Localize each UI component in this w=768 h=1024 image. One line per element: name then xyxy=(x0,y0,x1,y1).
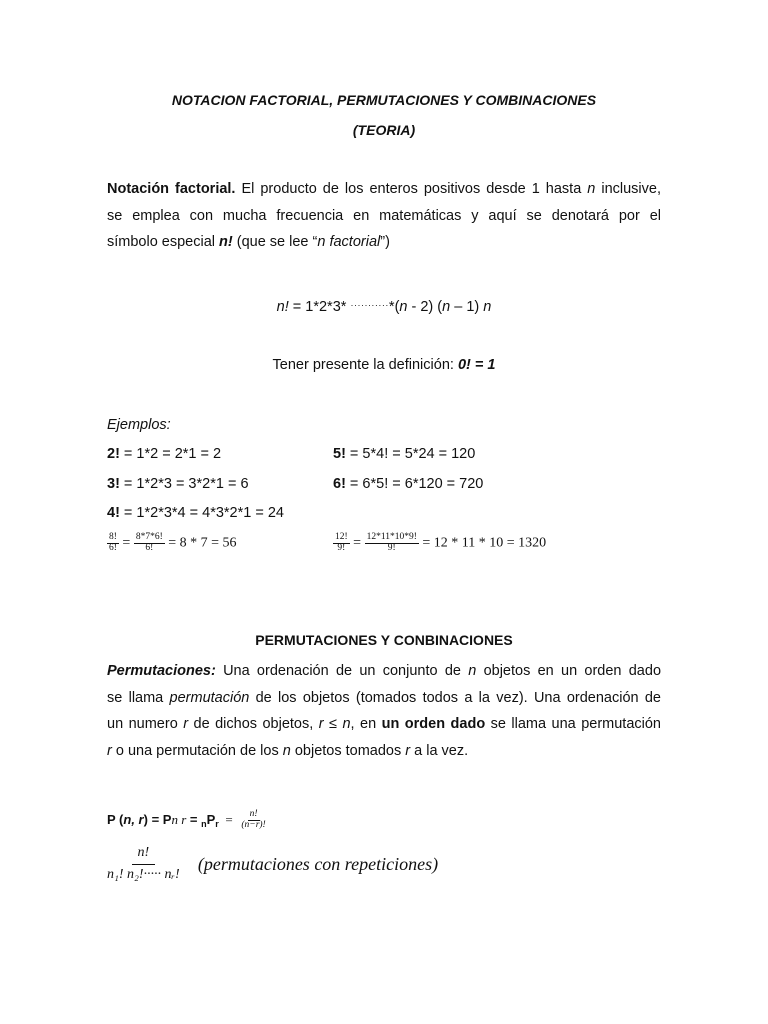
fraction: $\frac{8!}{6!}$ xyxy=(109,532,117,553)
fraction: $\frac{8*7*6!}{6!}$ xyxy=(135,532,163,553)
factorial-formula: n! = 1*2*3* ···········*(n - 2) (n – 1) n xyxy=(276,299,492,315)
fraction: $\frac{12!}{9!}$ xyxy=(335,532,348,553)
perm-line-4: r o una permutación de los n objetos tomados r a la vez. xyxy=(107,742,469,759)
repetition-fraction: $\frac{n!}{\text{n₁! n₂!····· nᵣ!}}$ xyxy=(107,845,180,882)
factorial-heading: Notación factorial. xyxy=(107,181,236,197)
perm-line-2: se llama permutación de los objetos (tomados todos a la vez). Una ordenación de xyxy=(107,689,661,706)
perm-line-1: Permutaciones: Una ordenación de un conjunto de n objetos en un orden dado xyxy=(107,663,662,679)
fraction-example-2: $\frac{12!}{9!}$ = $\frac{12*11*10*9!}{9!}$ = 12 * 11 * 10 = 1320 xyxy=(335,532,547,553)
perm-line-3: un numero r de dichos objetos, r ≤ n, en un orden dado se llama una permutación xyxy=(107,716,661,732)
example-6: 6! = 6*5! = 6*120 = 720 xyxy=(333,476,484,492)
factorial-line-2: se emplea con mucha frecuencia en matemáticas y aquí se denotará por el xyxy=(107,207,661,224)
example-3: 3! = 1*2*3 = 3*2*1 = 6 xyxy=(107,476,249,492)
repetition-formula: $\frac{n!}{\text{n₁! n₂!····· nᵣ!}}$ (permutaciones con repeticiones) xyxy=(107,845,439,882)
example-2: 2! = 1*2 = 2*1 = 2 xyxy=(107,446,222,462)
document-subtitle: (TEORIA) xyxy=(352,122,416,138)
fraction: $\frac{12*11*10*9!}{9!}$ xyxy=(366,532,417,553)
document-title: NOTACION FACTORIAL, PERMUTACIONES Y COMBINACIONES xyxy=(171,92,597,108)
zero-factorial-definition: Tener presente la definición: 0! = 1 xyxy=(272,357,496,373)
example-4: 4! = 1*2*3*4 = 4*3*2*1 = 24 xyxy=(107,505,284,521)
factorial-paragraph xyxy=(107,176,661,256)
permutation-fraction: $\frac{n!}{(n-r)!}$ xyxy=(241,809,266,830)
section-heading: PERMUTACIONES Y CONBINACIONES xyxy=(255,632,513,648)
factorial-line-3: símbolo especial n! (que se lee “n factorial”) xyxy=(107,234,390,250)
fraction-example-1: $\frac{8!}{6!}$ = $\frac{8*7*6!}{6!}$ = 8 * 7 = 56 xyxy=(109,532,237,553)
example-5: 5! = 5*4! = 5*24 = 120 xyxy=(333,446,476,462)
permutation-formula: P (n, r) = Pn $r = _nP_r$ = $\frac{n!}{(n-r)!}$ xyxy=(107,809,266,830)
examples-label: Ejemplos: xyxy=(107,417,171,433)
factorial-line-1: Notación factorial. El producto de los enteros positivos desde 1 hasta n inclusive, xyxy=(107,181,661,197)
permutations-paragraph xyxy=(107,658,661,764)
